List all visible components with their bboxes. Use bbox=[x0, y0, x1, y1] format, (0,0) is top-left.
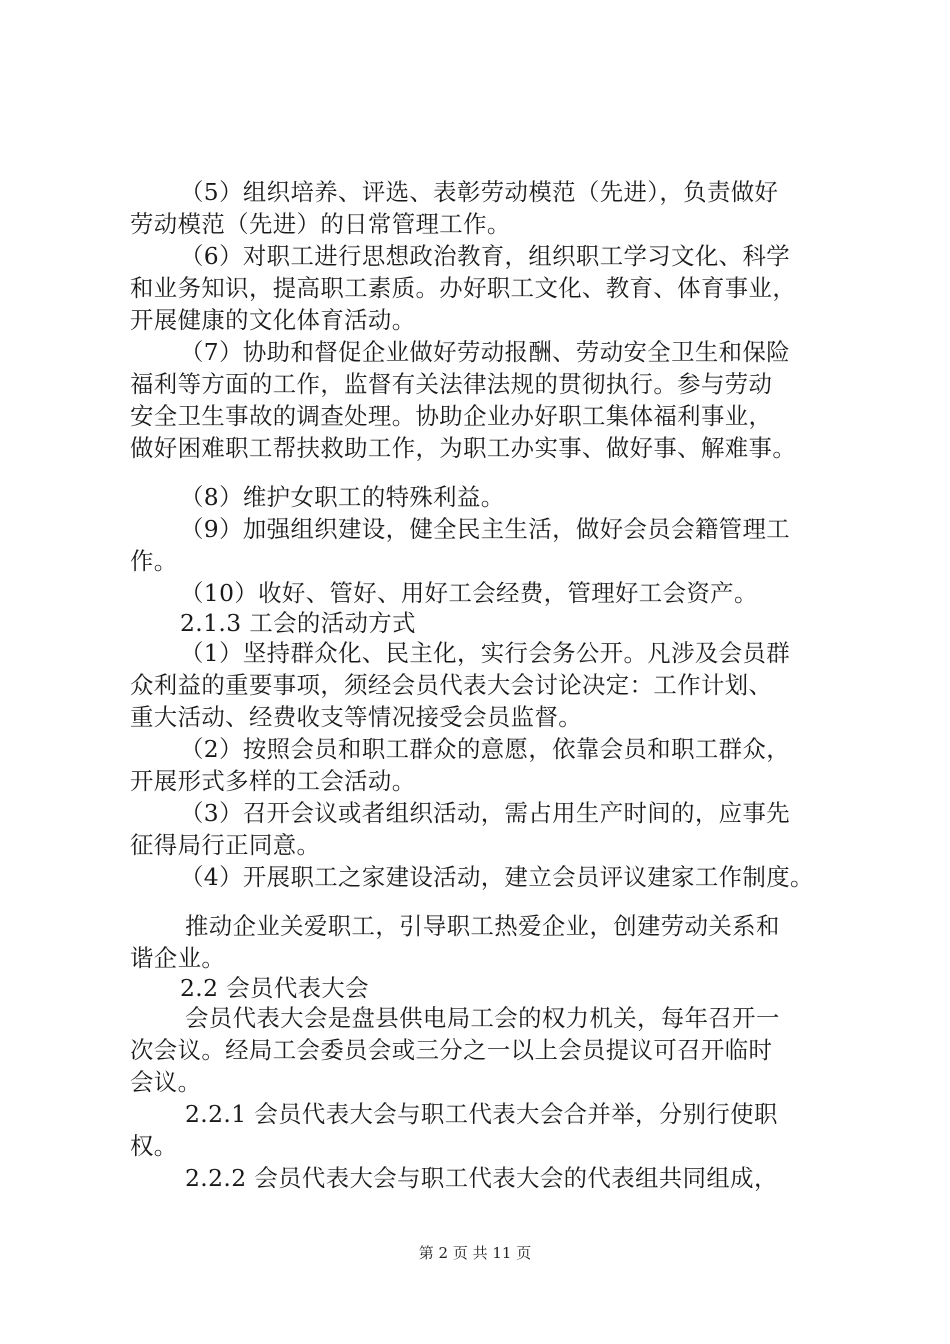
body-line: （7）协助和督促企业做好劳动报酬、劳动安全卫生和保险 bbox=[180, 338, 791, 366]
body-line: 权。 bbox=[130, 1132, 178, 1160]
body-line: （4）开展职工之家建设活动，建立会员评议建家工作制度。 bbox=[180, 863, 814, 891]
body-line: 劳动模范（先进）的日常管理工作。 bbox=[130, 210, 511, 238]
body-line: （9）加强组织建设，健全民主生活，做好会员会籍管理工 bbox=[180, 515, 791, 543]
body-line: 会员代表大会是盘县供电局工会的权力机关，每年召开一 bbox=[185, 1004, 780, 1032]
section-heading: 2.1.3 工会的活动方式 bbox=[180, 609, 416, 637]
body-line: 福利等方面的工作，监督有关法律法规的贯彻执行。参与劳动 bbox=[130, 370, 773, 398]
page-number-footer: 第 2 页 共 11 页 bbox=[418, 1244, 532, 1262]
body-line: （3）召开会议或者组织活动，需占用生产时间的，应事先 bbox=[180, 799, 791, 827]
body-line: 众利益的重要事项，须经会员代表大会讨论决定：工作计划、 bbox=[130, 671, 773, 699]
body-line: （6）对职工进行思想政治教育，组织职工学习文化、科学 bbox=[180, 242, 791, 270]
body-line: （1）坚持群众化、民主化，实行会务公开。凡涉及会员群 bbox=[180, 639, 791, 667]
body-line: （2）按照会员和职工群众的意愿，依靠会员和职工群众， bbox=[180, 735, 791, 763]
body-line: （5）组织培养、评选、表彰劳动模范（先进），负责做好 bbox=[180, 178, 779, 206]
body-line: 安全卫生事故的调查处理。协助企业办好职工集体福利事业， bbox=[130, 402, 773, 430]
body-line: 2.2.1 会员代表大会与职工代表大会合并举，分别行使职 bbox=[185, 1100, 778, 1128]
body-line: 谐企业。 bbox=[130, 944, 226, 972]
body-line: 和业务知识，提高职工素质。办好职工文化、教育、体育事业， bbox=[130, 274, 797, 302]
body-line: 开展健康的文化体育活动。 bbox=[130, 306, 416, 334]
body-line: （10）收好、管好、用好工会经费，管理好工会资产。 bbox=[180, 579, 758, 607]
body-line: 推动企业关爱职工，引导职工热爱企业，创建劳动关系和 bbox=[185, 912, 780, 940]
body-line: 重大活动、经费收支等情况接受会员监督。 bbox=[130, 703, 583, 731]
body-line: 征得局行正同意。 bbox=[130, 831, 321, 859]
body-line: 作。 bbox=[130, 547, 178, 575]
body-line: 2.2.2 会员代表大会与职工代表大会的代表组共同组成， bbox=[185, 1164, 778, 1192]
body-line: （8）维护女职工的特殊利益。 bbox=[180, 483, 505, 511]
section-heading: 2.2 会员代表大会 bbox=[180, 974, 369, 1002]
body-line: 次会议。经局工会委员会或三分之一以上会员提议可召开临时 bbox=[130, 1036, 773, 1064]
body-line: 会议。 bbox=[130, 1068, 202, 1096]
body-line: 开展形式多样的工会活动。 bbox=[130, 767, 416, 795]
body-line: 做好困难职工帮扶救助工作，为职工办实事、做好事、解难事。 bbox=[130, 434, 797, 462]
